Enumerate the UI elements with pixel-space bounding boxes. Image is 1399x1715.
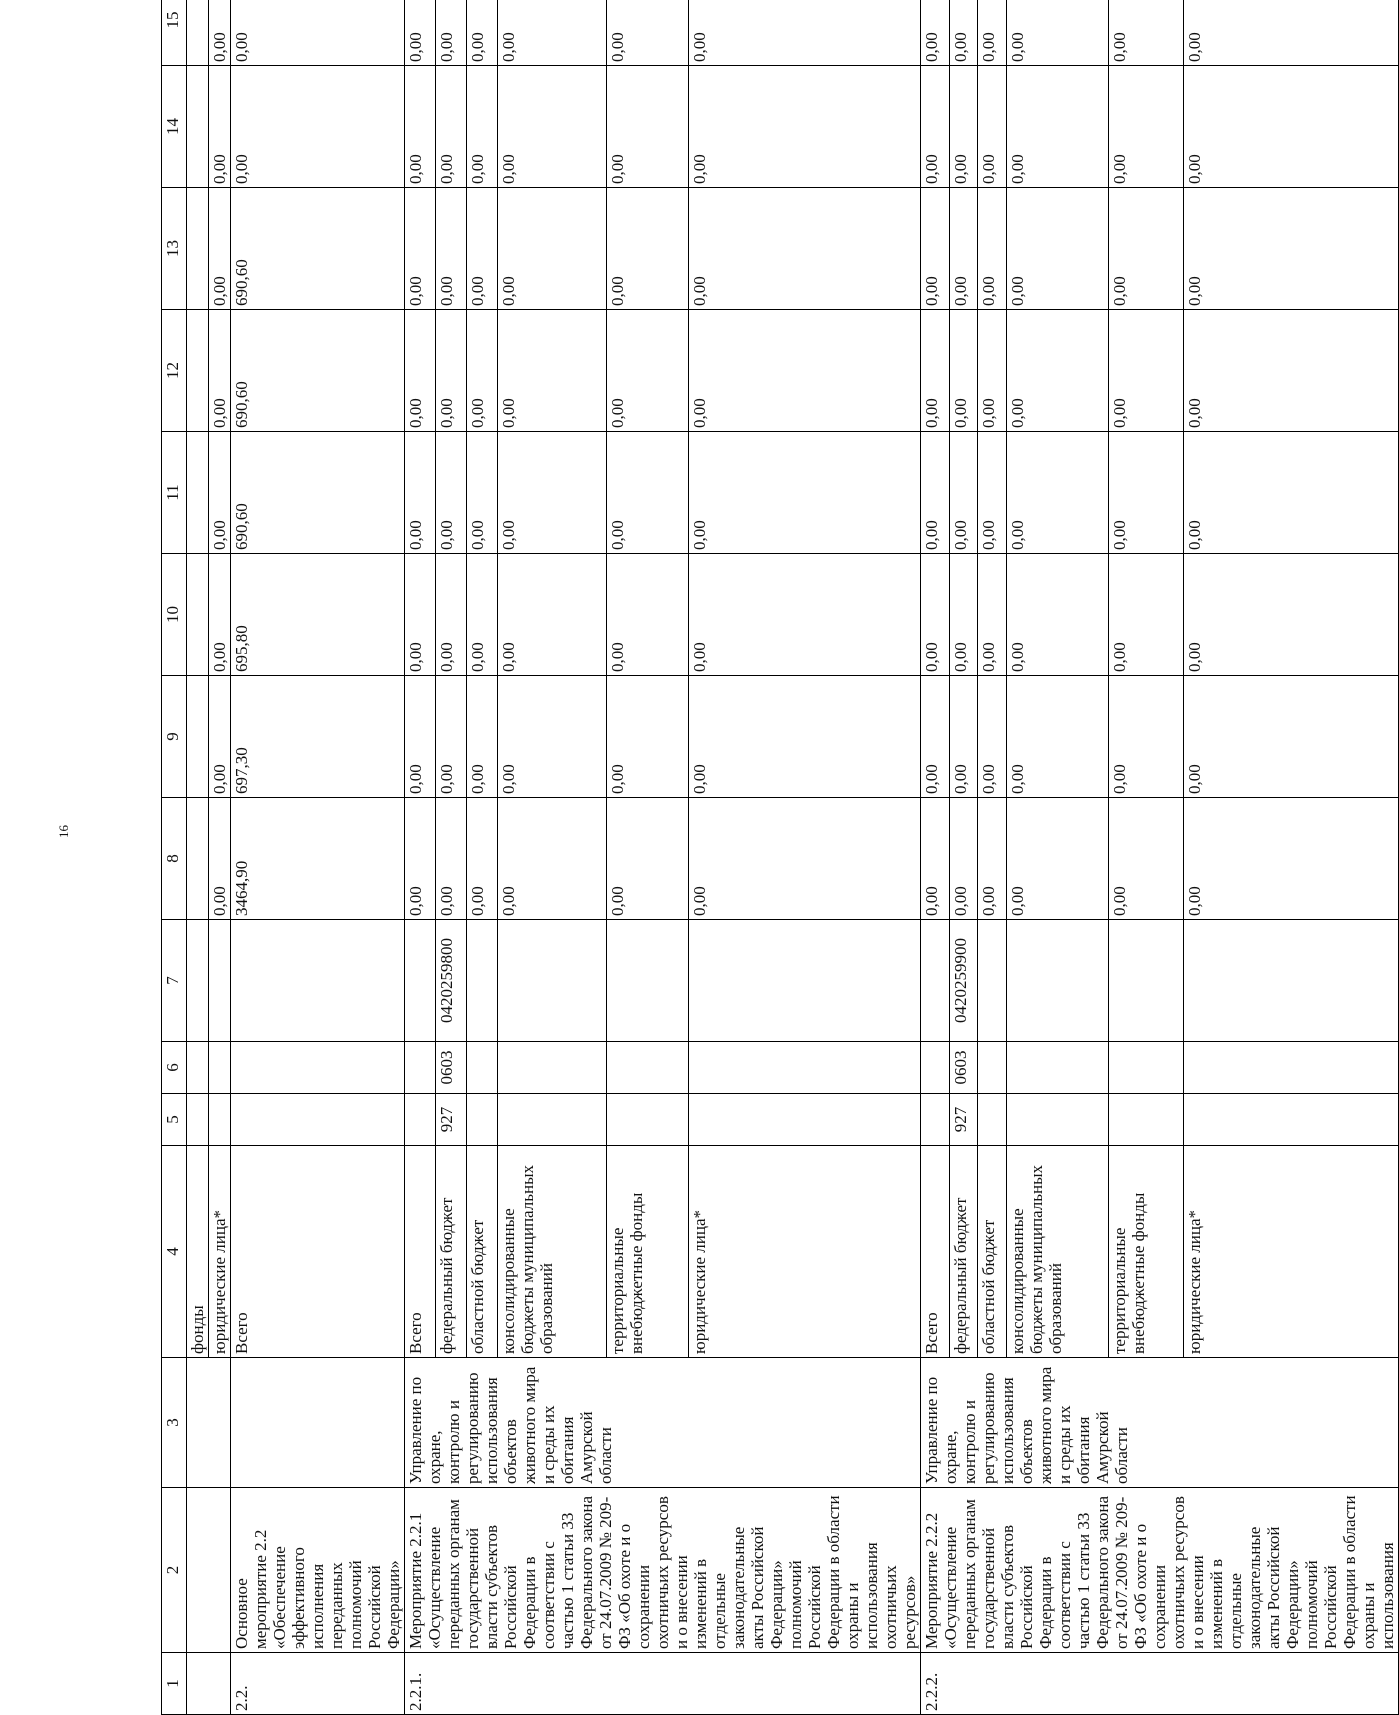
value-cell: 0,00 — [1108, 676, 1184, 798]
value-cell: 0,00 — [209, 0, 231, 66]
rzpr-cell — [187, 1042, 209, 1094]
value-cell: 0,00 — [435, 188, 466, 310]
value-cell: 0,00 — [607, 66, 689, 188]
value-cell: 697,30 — [231, 676, 405, 798]
rzpr-cell — [1108, 1042, 1184, 1094]
value-cell — [187, 798, 209, 920]
value-cell: 0,00 — [435, 310, 466, 432]
source-cell: областной бюджет — [978, 1146, 1007, 1358]
value-cell: 0,00 — [497, 188, 607, 310]
source-cell: областной бюджет — [466, 1146, 497, 1358]
value-cell: 0,00 — [688, 310, 920, 432]
value-cell: 0,00 — [466, 798, 497, 920]
value-cell: 0,00 — [1108, 310, 1184, 432]
table-row — [187, 0, 209, 1715]
value-cell: 0,00 — [949, 432, 978, 554]
source-cell: консолидированные бюджеты муниципальных образований — [1006, 1146, 1108, 1358]
value-cell: 0,00 — [688, 188, 920, 310]
item-name-cell: Основное мероприятие 2.2 «Обеспечение эффективного исполнения переданных полномочий Российской Федерации» — [231, 1488, 405, 1653]
value-cell: 0,00 — [231, 66, 405, 188]
value-cell: 0,00 — [209, 554, 231, 676]
value-cell — [187, 676, 209, 798]
value-cell: 0,00 — [949, 676, 978, 798]
value-cell: 0,00 — [607, 310, 689, 432]
value-cell: 0,00 — [405, 432, 436, 554]
value-cell: 0,00 — [466, 676, 497, 798]
grbs-cell — [607, 1094, 689, 1146]
grbs-cell — [466, 1094, 497, 1146]
grbs-cell — [405, 1094, 436, 1146]
value-cell: 0,00 — [1108, 0, 1184, 66]
value-cell: 0,00 — [1184, 554, 1399, 676]
value-cell: 0,00 — [607, 798, 689, 920]
value-cell: 0,00 — [405, 188, 436, 310]
value-cell: 0,00 — [209, 310, 231, 432]
value-cell: 0,00 — [1108, 432, 1184, 554]
csr-cell — [187, 920, 209, 1042]
value-cell: 3464,90 — [231, 798, 405, 920]
value-cell — [187, 310, 209, 432]
value-cell: 0,00 — [607, 188, 689, 310]
csr-cell — [466, 920, 497, 1042]
executor-cell — [231, 1358, 405, 1488]
csr-cell: 0420259800 — [435, 920, 466, 1042]
value-cell: 0,00 — [978, 310, 1007, 432]
value-cell: 0,00 — [1184, 798, 1399, 920]
value-cell: 0,00 — [1184, 310, 1399, 432]
value-cell: 0,00 — [497, 432, 607, 554]
grbs-cell — [978, 1094, 1007, 1146]
value-cell: 0,00 — [1108, 188, 1184, 310]
grbs-cell — [921, 1094, 950, 1146]
csr-cell — [497, 920, 607, 1042]
source-cell: территориальные внебюджетные фонды — [607, 1146, 689, 1358]
value-cell: 0,00 — [1006, 310, 1108, 432]
value-cell: 0,00 — [688, 554, 920, 676]
rzpr-cell — [1184, 1042, 1399, 1094]
value-cell: 0,00 — [209, 432, 231, 554]
value-cell: 0,00 — [405, 0, 436, 66]
source-cell: федеральный бюджет — [949, 1146, 978, 1358]
header-cell: 2 — [162, 1488, 187, 1653]
source-cell: фонды — [187, 1146, 209, 1358]
value-cell: 0,00 — [1006, 188, 1108, 310]
header-cell: 1 — [162, 1653, 187, 1715]
value-cell: 0,00 — [921, 188, 950, 310]
value-cell — [187, 0, 209, 66]
source-cell: Всего — [405, 1146, 436, 1358]
rzpr-cell — [497, 1042, 607, 1094]
source-cell: юридические лица* — [209, 1146, 231, 1358]
value-cell: 0,00 — [497, 66, 607, 188]
value-cell: 0,00 — [921, 310, 950, 432]
rzpr-cell — [209, 1042, 231, 1094]
header-cell: 4 — [162, 1146, 187, 1358]
rzpr-cell — [231, 1042, 405, 1094]
rzpr-cell: 0603 — [435, 1042, 466, 1094]
value-cell: 0,00 — [921, 66, 950, 188]
value-cell: 0,00 — [435, 0, 466, 66]
csr-cell — [1006, 920, 1108, 1042]
value-cell: 0,00 — [405, 554, 436, 676]
value-cell: 0,00 — [405, 676, 436, 798]
value-cell: 0,00 — [949, 554, 978, 676]
table-row — [405, 0, 436, 1715]
value-cell: 0,00 — [209, 188, 231, 310]
value-cell: 0,00 — [688, 66, 920, 188]
rzpr-cell — [921, 1042, 950, 1094]
value-cell — [187, 432, 209, 554]
value-cell: 0,00 — [978, 0, 1007, 66]
rzpr-cell — [978, 1042, 1007, 1094]
value-cell: 0,00 — [209, 66, 231, 188]
value-cell: 0,00 — [688, 798, 920, 920]
header-cell: 13 — [162, 188, 187, 310]
value-cell: 0,00 — [1108, 554, 1184, 676]
value-cell — [187, 188, 209, 310]
header-cell: 5 — [162, 1094, 187, 1146]
rzpr-cell — [466, 1042, 497, 1094]
rzpr-cell — [688, 1042, 920, 1094]
header-cell: 7 — [162, 920, 187, 1042]
rzpr-cell: 0603 — [949, 1042, 978, 1094]
value-cell: 0,00 — [435, 798, 466, 920]
header-cell: 6 — [162, 1042, 187, 1094]
csr-cell — [921, 920, 950, 1042]
value-cell: 0,00 — [607, 676, 689, 798]
value-cell: 0,00 — [405, 798, 436, 920]
source-cell: консолидированные бюджеты муниципальных образований — [497, 1146, 607, 1358]
value-cell: 0,00 — [1006, 554, 1108, 676]
value-cell: 0,00 — [466, 310, 497, 432]
value-cell: 0,00 — [688, 432, 920, 554]
value-cell: 0,00 — [1006, 798, 1108, 920]
value-cell: 0,00 — [405, 66, 436, 188]
grbs-cell — [1006, 1094, 1108, 1146]
value-cell: 0,00 — [466, 432, 497, 554]
value-cell: 0,00 — [435, 676, 466, 798]
grbs-cell — [497, 1094, 607, 1146]
value-cell: 695,80 — [231, 554, 405, 676]
grbs-cell — [1184, 1094, 1399, 1146]
item-number-cell: 2.2.2. — [921, 1653, 1399, 1715]
header-cell: 14 — [162, 66, 187, 188]
table-row — [921, 0, 950, 1715]
value-cell: 0,00 — [978, 432, 1007, 554]
header-cell: 3 — [162, 1358, 187, 1488]
executor-cell — [187, 1358, 231, 1488]
value-cell: 0,00 — [921, 676, 950, 798]
value-cell: 0,00 — [466, 66, 497, 188]
value-cell: 690,60 — [231, 432, 405, 554]
grbs-cell — [1108, 1094, 1184, 1146]
csr-cell — [978, 920, 1007, 1042]
value-cell: 0,00 — [607, 432, 689, 554]
value-cell: 0,00 — [435, 432, 466, 554]
csr-cell: 0420259900 — [949, 920, 978, 1042]
value-cell: 690,60 — [231, 310, 405, 432]
value-cell: 0,00 — [231, 0, 405, 66]
value-cell: 0,00 — [497, 0, 607, 66]
item-number-cell: 2.2.1. — [405, 1653, 921, 1715]
header-cell: 12 — [162, 310, 187, 432]
value-cell: 0,00 — [209, 676, 231, 798]
item-name-cell: Мероприятие 2.2.1 «Осуществление переданных органам государственной власти субъектов Российской Федерации в соответствии с частью 1 статьи 33 Федерального закона от 24.07.2009 № 209-ФЗ «Об охоте и о сохранении охотничьих ресурсов и о внесении изменений в отдельные законодательные акты Российской Федерации» полномочий Российской Федерации в области охраны и использования охотничьих ресурсов» — [405, 1488, 921, 1653]
page-number: 16 — [56, 825, 71, 838]
csr-cell — [231, 920, 405, 1042]
table-row — [231, 0, 405, 1715]
grbs-cell — [187, 1094, 209, 1146]
value-cell — [187, 66, 209, 188]
source-cell: юридические лица* — [1184, 1146, 1399, 1358]
value-cell: 690,60 — [231, 188, 405, 310]
value-cell: 0,00 — [1184, 188, 1399, 310]
value-cell: 0,00 — [497, 676, 607, 798]
grbs-cell — [688, 1094, 920, 1146]
value-cell: 0,00 — [435, 554, 466, 676]
value-cell: 0,00 — [209, 798, 231, 920]
value-cell: 0,00 — [1184, 0, 1399, 66]
item-number-cell: 2.2. — [231, 1653, 405, 1715]
value-cell: 0,00 — [497, 310, 607, 432]
budget-table — [161, 0, 1399, 1715]
source-cell: юридические лица* — [688, 1146, 920, 1358]
value-cell: 0,00 — [978, 66, 1007, 188]
value-cell: 0,00 — [949, 0, 978, 66]
value-cell: 0,00 — [978, 676, 1007, 798]
value-cell: 0,00 — [466, 188, 497, 310]
value-cell: 0,00 — [1184, 66, 1399, 188]
value-cell: 0,00 — [1006, 66, 1108, 188]
value-cell: 0,00 — [1006, 432, 1108, 554]
header-row — [162, 0, 187, 1715]
value-cell: 0,00 — [466, 0, 497, 66]
rzpr-cell — [607, 1042, 689, 1094]
header-cell: 8 — [162, 798, 187, 920]
header-cell: 15 — [162, 0, 187, 66]
rzpr-cell — [1006, 1042, 1108, 1094]
value-cell: 0,00 — [466, 554, 497, 676]
value-cell: 0,00 — [688, 676, 920, 798]
value-cell: 0,00 — [978, 188, 1007, 310]
rotated-table-wrapper — [161, 11, 1397, 1715]
value-cell: 0,00 — [1108, 66, 1184, 188]
grbs-cell: 927 — [435, 1094, 466, 1146]
item-name-cell: Мероприятие 2.2.2 «Осуществление переданных органам государственной власти субъектов Российской Федерации в соответствии с частью 1 статьи 33 Федерального закона от 24.07.2009 № 209-ФЗ «Об охоте и о сохранении охотничьих ресурсов и о внесении изменений в отдельные законодательные акты Российской Федерации» полномочий Российской Федерации в области охраны и использования — [921, 1488, 1399, 1653]
csr-cell — [688, 920, 920, 1042]
value-cell: 0,00 — [1184, 676, 1399, 798]
value-cell — [187, 554, 209, 676]
grbs-cell — [209, 1094, 231, 1146]
value-cell: 0,00 — [921, 798, 950, 920]
source-cell: федеральный бюджет — [435, 1146, 466, 1358]
value-cell: 0,00 — [921, 0, 950, 66]
header-cell: 11 — [162, 432, 187, 554]
value-cell: 0,00 — [497, 554, 607, 676]
item-name-cell — [187, 1488, 231, 1653]
value-cell: 0,00 — [435, 66, 466, 188]
value-cell: 0,00 — [949, 188, 978, 310]
executor-cell: Управление по охране, контролю и регулированию использования объектов животного мира и среды их обитания Амурской области — [405, 1358, 921, 1488]
value-cell: 0,00 — [688, 0, 920, 66]
value-cell: 0,00 — [949, 798, 978, 920]
value-cell: 0,00 — [1006, 0, 1108, 66]
value-cell: 0,00 — [949, 310, 978, 432]
source-cell: территориальные внебюджетные фонды — [1108, 1146, 1184, 1358]
value-cell: 0,00 — [607, 0, 689, 66]
item-number-cell — [187, 1653, 231, 1715]
source-cell: Всего — [231, 1146, 405, 1358]
value-cell: 0,00 — [1184, 432, 1399, 554]
csr-cell — [1108, 920, 1184, 1042]
grbs-cell — [231, 1094, 405, 1146]
header-cell: 9 — [162, 676, 187, 798]
csr-cell — [1184, 920, 1399, 1042]
value-cell: 0,00 — [978, 554, 1007, 676]
csr-cell — [209, 920, 231, 1042]
csr-cell — [405, 920, 436, 1042]
csr-cell — [607, 920, 689, 1042]
executor-cell: Управление по охране, контролю и регулированию использования объектов животного мира и среды их обитания Амурской области — [921, 1358, 1399, 1488]
value-cell: 0,00 — [405, 310, 436, 432]
value-cell: 0,00 — [921, 432, 950, 554]
rzpr-cell — [405, 1042, 436, 1094]
value-cell: 0,00 — [607, 554, 689, 676]
header-cell: 10 — [162, 554, 187, 676]
source-cell: Всего — [921, 1146, 950, 1358]
value-cell: 0,00 — [1108, 798, 1184, 920]
value-cell: 0,00 — [497, 798, 607, 920]
value-cell: 0,00 — [1006, 676, 1108, 798]
grbs-cell: 927 — [949, 1094, 978, 1146]
value-cell: 0,00 — [949, 66, 978, 188]
value-cell: 0,00 — [921, 554, 950, 676]
value-cell: 0,00 — [978, 798, 1007, 920]
